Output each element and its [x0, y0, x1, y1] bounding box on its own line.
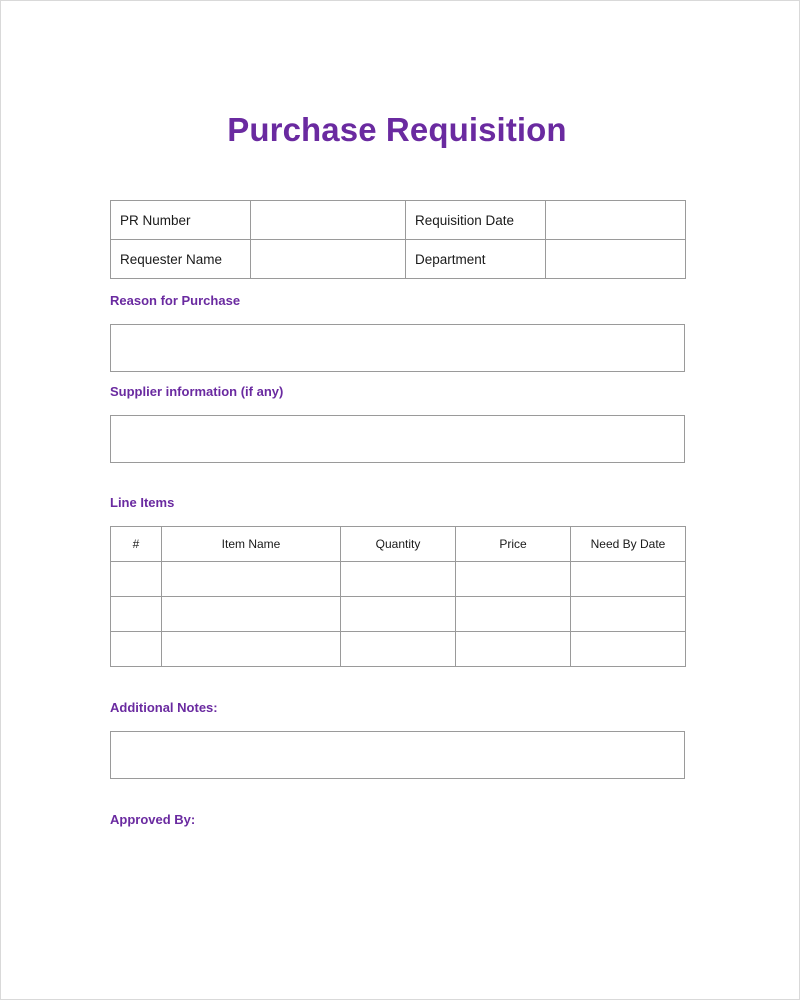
line-items-table [110, 526, 686, 667]
table-cell[interactable] [111, 562, 162, 597]
table-cell[interactable] [111, 632, 162, 667]
additional-notes-field[interactable] [110, 731, 685, 779]
additional-notes-label: Additional Notes: [110, 700, 218, 715]
table-cell[interactable] [571, 562, 686, 597]
table-cell[interactable] [111, 597, 162, 632]
info-row [111, 201, 686, 240]
column-header-need-by-date: Need By Date [571, 527, 686, 562]
table-cell[interactable] [571, 632, 686, 667]
reason-for-purchase-field[interactable] [110, 324, 685, 372]
requisition-info-table [110, 200, 686, 279]
table-cell[interactable] [162, 562, 341, 597]
pr-number-label: PR Number [111, 201, 251, 240]
table-row [111, 632, 686, 667]
page-title: Purchase Requisition [227, 111, 567, 148]
supplier-information-field[interactable] [110, 415, 685, 463]
pr-number-field[interactable] [251, 201, 406, 240]
table-cell[interactable] [456, 562, 571, 597]
table-cell[interactable] [456, 597, 571, 632]
requester-name-label: Requester Name [111, 240, 251, 279]
table-cell[interactable] [341, 632, 456, 667]
reason-for-purchase-label: Reason for Purchase [110, 293, 241, 308]
table-row [111, 562, 686, 597]
table-cell[interactable] [162, 632, 341, 667]
supplier-information-label: Supplier information (if any) [110, 384, 284, 399]
line-items-label: Line Items [110, 495, 175, 510]
department-label: Department [406, 240, 546, 279]
approved-by-label: Approved By: [110, 812, 196, 827]
info-row [111, 240, 686, 279]
department-field[interactable] [546, 240, 686, 279]
table-cell[interactable] [162, 597, 341, 632]
line-items-header-row [111, 527, 686, 562]
column-header-number: # [111, 527, 162, 562]
requisition-date-label: Requisition Date [406, 201, 546, 240]
column-header-item-name: Item Name [162, 527, 341, 562]
column-header-price: Price [456, 527, 571, 562]
table-cell[interactable] [456, 632, 571, 667]
table-cell[interactable] [341, 597, 456, 632]
table-cell[interactable] [571, 597, 686, 632]
table-row [111, 597, 686, 632]
column-header-quantity: Quantity [341, 527, 456, 562]
requester-name-field[interactable] [251, 240, 406, 279]
table-cell[interactable] [341, 562, 456, 597]
requisition-date-field[interactable] [546, 201, 686, 240]
